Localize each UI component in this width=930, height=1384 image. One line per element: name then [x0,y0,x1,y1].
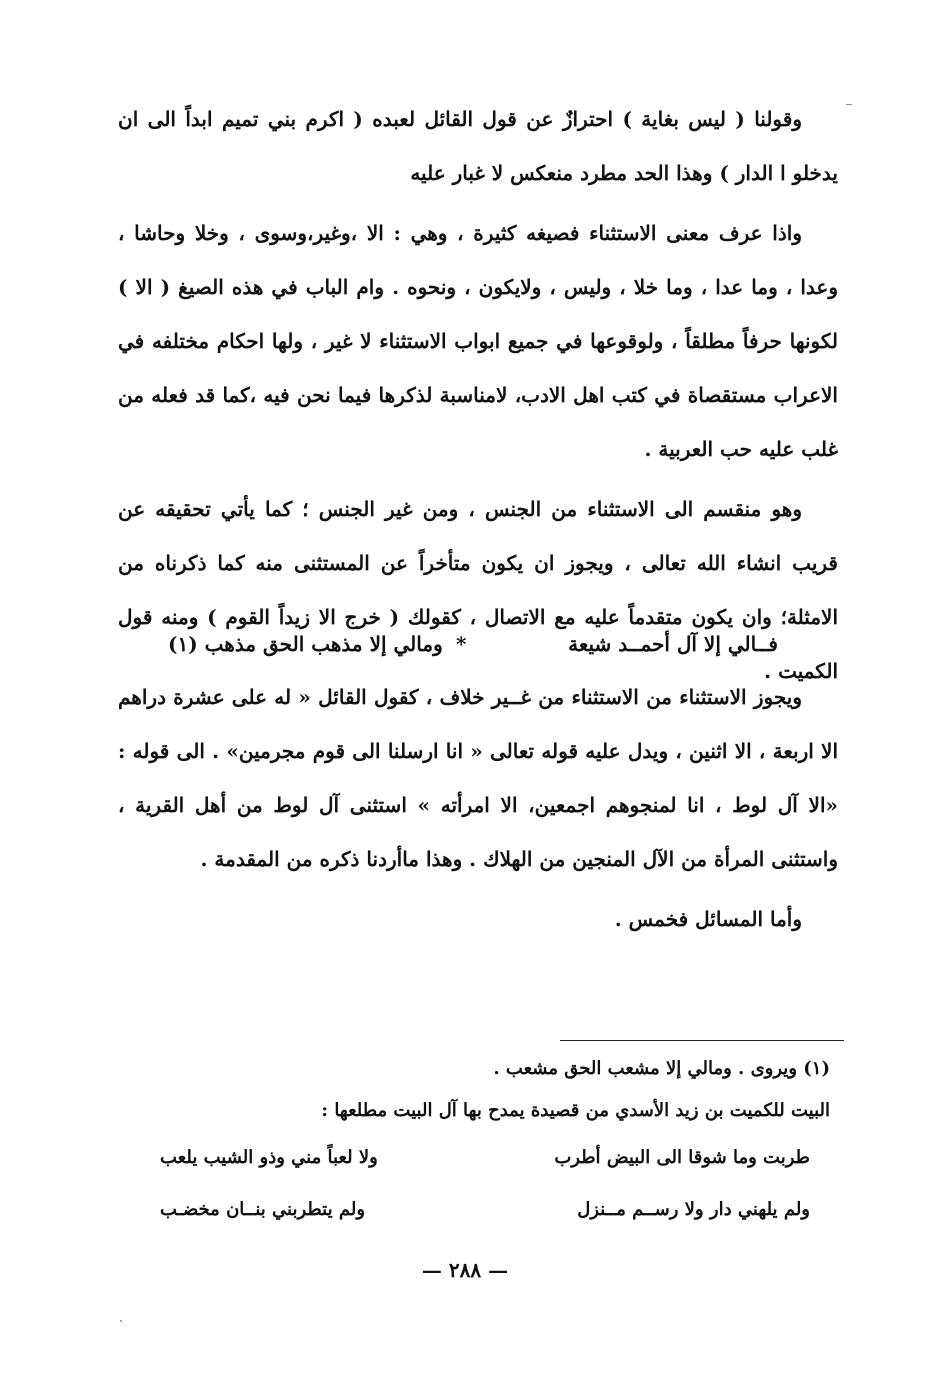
scan-speck [846,104,852,105]
verse-separator: * [456,632,467,656]
footnote-verse-2-right: ولم يلهني دار ولا رســم مــنزل [577,1199,810,1220]
verse-line [118,618,838,670]
footnote-verse-2 [150,1184,830,1236]
footnote-line-2: البيت للكميت بن زيد الأسدي من قصيدة يمدح بها آل البيت مطلعها : [321,1100,830,1121]
footnote-line-1: (١) ويروى . ومالي إلا مشعب الحق مشعب . [493,1058,830,1079]
footnote-separator-rule [560,1040,844,1041]
main-text-bottom [118,670,838,946]
verse-second-hemistich: ومالي إلا مذهب الحق مذهب (١) [168,632,443,656]
scan-speck [120,1320,122,1322]
paragraph-2: واذا عرف معنى الاستثناء فصيغه كثيرة ، وهي : الا ،وغير،وسوى ، وخلا وحاشا ، وعدا ، وما عدا ، وما خلا ، وليس ، ولايكون ، ونحوه . وام الباب في هذه الصيغ ( الا ) لكونها حرفاً مطلقاً ، ولوقوعها في جميع ابواب الاستثناء لا غير ، ولها احكام مختلفه في الاعراب مستقصاة في كتب اهل الادب، لامناسبة لذكرها فيما نحن فيه ،كما قد فعله من غلب عليه حب العربية . [118,221,838,461]
footnote-verse-1-left: ولا لعباً مني وذو الشيب يلعب [160,1147,378,1168]
verse-first-hemistich: فــالي إلا آل أحمــد شيعة [568,632,778,656]
footnote-block [150,1048,830,1236]
paragraph-4: ويجوز الاستثناء من الاستثناء من غــير خلاف ، كقول القائل « له على عشرة دراهم الا اربعة ، الا اثنين ، ويدل عليه قوله تعالى « انا ارسلنا الى قوم مجرمين» . الى قوله : «الا آل لوط ، انا لمنجوهم اجمعين، الا امرأته » استثنى آل لوط من أهل القرية ، واستثنى المرأة من الآل المنجين من الهلاك . وهذا ماأردنا ذكره من المقدمة . [118,685,838,871]
page-number: — ٢٨٨ — [421,1258,509,1282]
footnote-verse-1 [150,1132,830,1184]
paragraph-1: وقولنا ( ليس بغاية ) احترازٌ عن قول القائل لعبده ( اكرم بني تميم ابداً الى ان يدخلو ا الدار ) وهذا الحد مطرد منعكس لا غبار عليه [118,107,838,185]
footnote-verse-1-right: طربت وما شوقا الى البيض أطرب [554,1147,810,1168]
footnote-verse-2-left: ولم يتطربني بنــان مخضـب [160,1199,366,1220]
paragraph-5: وأما المسائل فخمس . [614,907,802,931]
paragraph-3: وهو منقسم الى الاستثناء من الجنس ، ومن غير الجنس ؛ كما يأتي تحقيقه عن قريب انشاء الله تعالى ، ويجوز ان يكون متأخراً عن المستثنى منه كما ذكرناه من الامثلة؛ وان يكون متقدماً عليه مع الاتصال ، كقولك ( خرج الا زيداً القوم ) ومنه قول الكميت . [118,497,838,683]
main-text-top [118,92,838,698]
